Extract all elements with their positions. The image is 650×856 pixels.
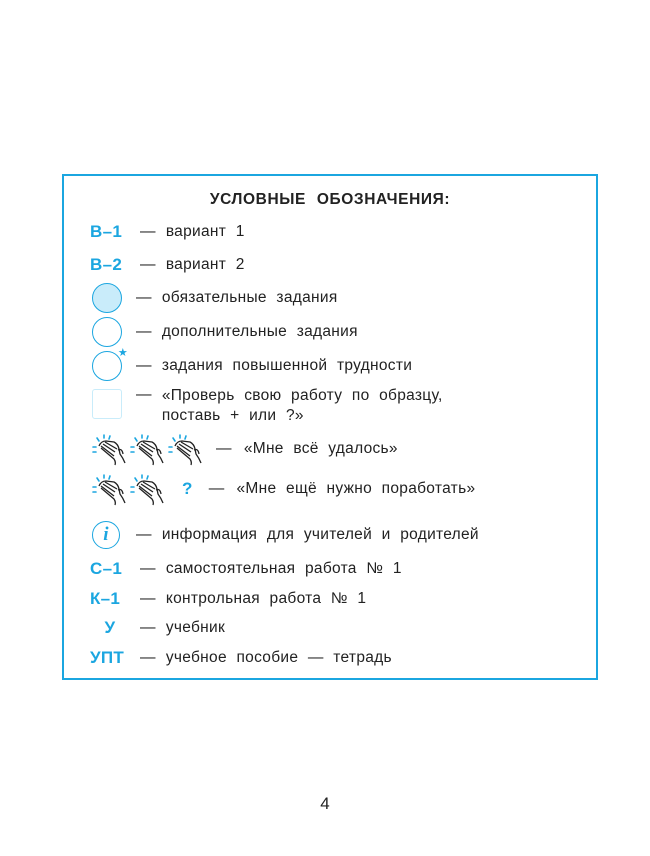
legend-item-text: учебник	[165, 619, 226, 636]
legend-item-required-tasks	[92, 283, 338, 313]
legend-item-text	[162, 386, 443, 426]
textbook-code: У	[104, 618, 116, 637]
dash: —	[140, 649, 156, 666]
dash: —	[136, 357, 152, 374]
question-mark-icon: ?	[182, 479, 193, 498]
legend-item-text: контрольная работа № 1	[165, 590, 367, 607]
text-line-2: поставь + или ?»	[161, 407, 304, 424]
workbook-code: УПТ	[90, 648, 125, 667]
legend-item-text: задания повышенной трудности	[161, 357, 413, 374]
variant-2-code: В–2	[90, 255, 123, 274]
legend-item-text: самостоятельная работа № 1	[165, 560, 402, 577]
test-work-code: К–1	[90, 589, 121, 608]
dash: —	[140, 619, 156, 636]
legend-item-info	[92, 521, 479, 549]
clapping-hands-icon	[90, 472, 128, 506]
legend-item-test-work	[90, 589, 366, 609]
legend-item-text: вариант 1	[165, 223, 245, 240]
clapping-hands-icon	[128, 472, 166, 506]
text-line-1: «Проверь свою работу по образцу,	[161, 387, 443, 404]
variant-1-code: В–1	[90, 222, 123, 241]
dash: —	[140, 560, 156, 577]
legend-item-advanced-tasks	[92, 347, 413, 381]
star-icon: ★	[117, 347, 128, 359]
legend-item-text: информация для учителей и родителей	[161, 526, 479, 543]
independent-work-code: С–1	[90, 559, 123, 578]
dash: —	[136, 323, 152, 340]
legend-item-need-more-work	[90, 472, 475, 506]
legend-item-workbook	[90, 648, 392, 668]
dash: —	[136, 289, 152, 306]
legend-item-additional-tasks	[92, 317, 358, 347]
dash: —	[140, 223, 156, 240]
dash: —	[140, 256, 156, 273]
legend-item-all-succeeded	[90, 432, 398, 466]
outline-circle-icon	[92, 317, 122, 347]
legend-item-check-sample	[92, 386, 443, 426]
page-number: 4	[320, 794, 330, 813]
three-clapping-hands-icon	[90, 432, 204, 466]
legend-item-independent-work	[90, 559, 402, 579]
filled-circle-icon	[92, 283, 122, 313]
legend-item-text: «Мне ещё нужно поработать»	[236, 480, 476, 497]
legend-item-text: «Мне всё удалось»	[243, 440, 398, 457]
clapping-hands-icon	[128, 432, 166, 466]
legend-item-variant-2	[90, 255, 245, 275]
dash: —	[140, 590, 156, 607]
legend-item-text: вариант 2	[165, 256, 245, 273]
star-circle-icon	[92, 347, 128, 381]
info-icon: i	[92, 521, 120, 549]
legend-frame	[62, 174, 598, 680]
legend-item-text: дополнительные задания	[161, 323, 358, 340]
dash: —	[216, 440, 232, 457]
dash: —	[136, 526, 152, 543]
dash: —	[208, 480, 225, 497]
clapping-hands-icon	[166, 432, 204, 466]
two-clapping-hands-icon	[90, 472, 166, 506]
dash: —	[136, 386, 152, 403]
legend-item-text: учебное пособие — тетрадь	[165, 649, 392, 666]
legend-title: УСЛОВНЫЕ ОБОЗНАЧЕНИЯ:	[209, 191, 451, 208]
legend-item-text: обязательные задания	[161, 289, 338, 306]
legend-item-textbook	[90, 618, 225, 638]
square-icon	[92, 389, 122, 419]
clapping-hands-icon	[90, 432, 128, 466]
legend-item-variant-1	[90, 222, 245, 242]
